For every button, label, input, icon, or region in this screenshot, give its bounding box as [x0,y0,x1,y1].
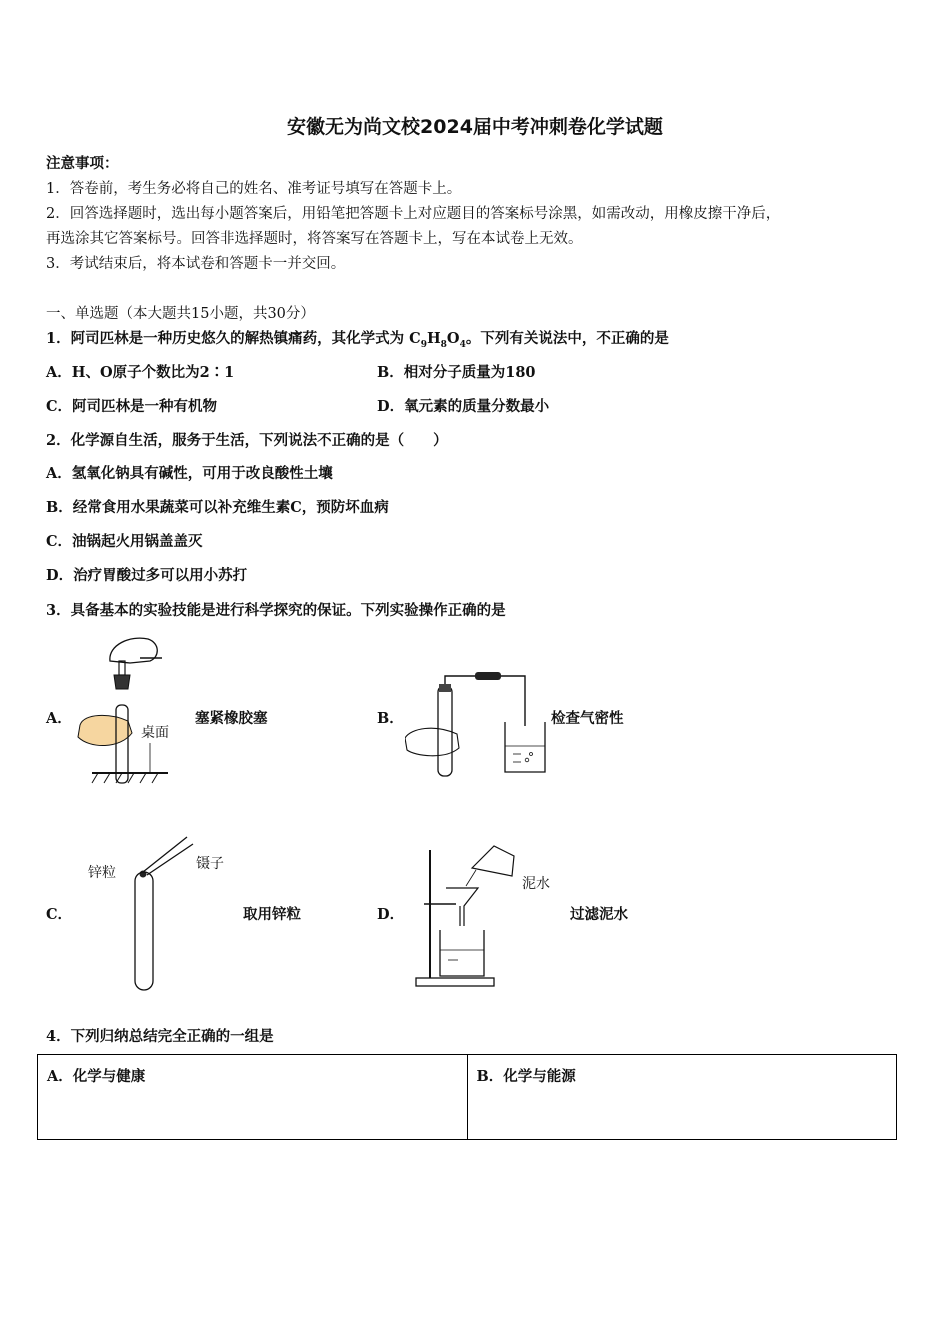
q4-cell-b: B．化学与能源 [467,1055,897,1140]
section-heading: 一、单选题（本大题共15小题，共30分） [46,306,315,322]
question-1-stem [46,327,669,350]
q3-caption-a: 塞紧橡胶塞 [195,710,268,727]
question-2-stem: 2．化学源自生活，服务于生活，下列说法不正确的是（ ） [46,432,448,449]
q1-stem-before: 1．阿司匹林是一种历史悠久的解热镇痛药，其化学式为 C [46,330,421,347]
q3-caption-c: 取用锌粒 [243,906,301,923]
q3-option-b[interactable]: B． [377,710,404,727]
page-title: 安徽无为尚文校2024届中考冲刺卷化学试题 [287,116,663,138]
q1-stem-after: 。下列有关说法中，不正确的是 [465,330,669,347]
q2-option-c[interactable]: C．油锅起火用锅盖盖灭 [46,533,203,550]
q3-caption-b: 检查气密性 [551,710,624,727]
q1-option-a[interactable]: A．H、O原子个数比为2∶1 [46,364,235,381]
q1-stem-mid: H [426,330,441,347]
figure-take-zinc [125,832,205,992]
notice-heading: 注意事项： [46,155,119,172]
q2-option-a[interactable]: A．氢氧化钠具有碱性，可用于改良酸性土壤 [46,465,333,482]
figure-filtration [414,840,524,992]
label-muddy-water: 泥水 [522,876,550,892]
question-3-stem: 3．具备基本的实验技能是进行科学探究的保证。下列实验操作正确的是 [46,602,506,619]
q3-option-c[interactable]: C． [46,906,73,923]
q3-option-a[interactable]: A． [46,710,72,727]
notice-item: 再选涂其它答案标号。回答非选择题时，将答案写在答题卡上，写在本试卷上无效。 [46,231,583,247]
question-4-stem: 4．下列归纳总结完全正确的一组是 [46,1028,274,1045]
label-desk: 桌面 [141,725,169,741]
q1-sub: 4 [459,339,466,350]
table-row [38,1055,897,1140]
q1-sub: 9 [420,339,427,350]
figure-insert-stopper [70,633,175,788]
q1-sub: 8 [440,339,447,350]
q4-cell-a: A．化学与健康 [38,1055,468,1140]
notice-item: 2．回答选择题时，选出每小题答案后，用铅笔把答题卡上对应题目的答案标号涂黑，如需改动，用橡皮擦干净后， [46,206,781,222]
q1-option-b[interactable]: B．相对分子质量为180 [377,364,536,381]
q3-option-d[interactable]: D． [377,906,405,923]
figure-airtightness-check [405,668,550,778]
q1-option-d[interactable]: D．氧元素的质量分数最小 [377,398,550,415]
q4-table [37,1054,897,1140]
q3-caption-d: 过滤泥水 [570,906,628,923]
label-tweezers: 镊子 [196,856,224,872]
q1-option-c[interactable]: C．阿司匹林是一种有机物 [46,398,218,415]
notice-item: 3．考试结束后，将本试卷和答题卡一并交回。 [46,256,346,272]
label-zinc-granule: 锌粒 [88,865,116,881]
q2-option-b[interactable]: B．经常食用水果蔬菜可以补充维生素C，预防坏血病 [46,499,389,516]
notice-item: 1．答卷前，考生务必将自己的姓名、准考证号填写在答题卡上。 [46,181,462,197]
q1-stem-mid: O [446,330,460,347]
q2-option-d[interactable]: D．治疗胃酸过多可以用小苏打 [46,567,248,584]
